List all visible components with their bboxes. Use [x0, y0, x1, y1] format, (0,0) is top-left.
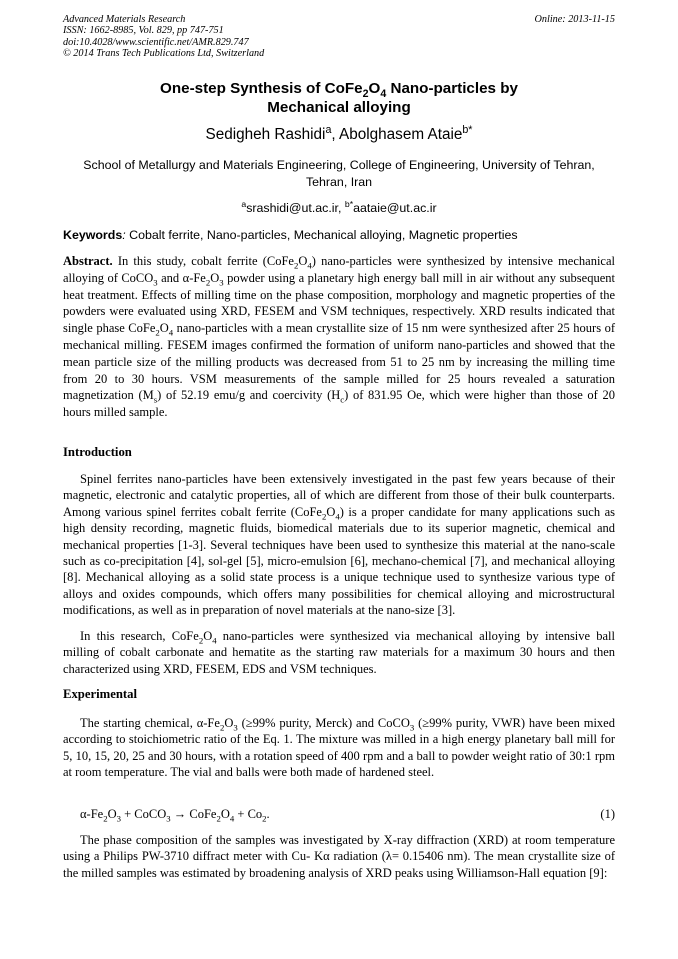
doi-line: doi:10.4028/www.scientific.net/AMR.829.747	[63, 36, 249, 48]
abstract-label: Abstract.	[63, 254, 113, 268]
introduction-heading: Introduction	[63, 445, 132, 459]
equation-number: (1)	[600, 807, 615, 821]
equation-1: $\alpha-Fe_2O_3$ + CoCO$_3$ → $CoFe_2O_4 + Co_2$. (1)	[80, 807, 615, 824]
journal-header	[63, 14, 615, 60]
online-date: Online: 2013-11-15	[534, 14, 615, 25]
experimental-paragraph-1: The starting chemical, $\alpha-Fe_2O_3$ (≥99% purity, Merck) and CoCO$_3$ (≥99% purity, VWR) have been mixed according to stoichiometric ratio of the Eq. 1. The mixture was milled in a high energy planetary ball mill for 5, 10, 15, 20, 25 and 30 hours, with a rotation speed of 400 rpm and a ball to powder weight ratio of 30:1 rpm at room temperature. The vial and balls were both made of hardened steel.	[63, 716, 615, 780]
introduction-paragraph-1: Spinel ferrites nano-particles have been extensively investigated in the past few years because of their magnetic, electronic and catalytic properties, all of which are different from those of their bulk counterparts. Among various spinel ferrites cobalt ferrite $(CoFe_2O_4)$ is a proper candidate for many applications such as high density recording, magnetic fluids, biomedical materials due to its superior magnetic, chemical and mechanical properties [1-3]. Several techniques have been used to synthesize this material at the nano-scale such as co-precipitation [4], sol-gel [5], micro-emulsion [6], mechano-chemical [7], and mechanical alloying [8]. Mechanical alloying as a solid state process is a unique technique used to synthesize various type of alloys and oxides compounds, which offers many possibilities for chemical alloying and microstructural modifications, as well as in preparation of novel materials at the nano-size [3].	[63, 472, 616, 618]
affiliation: School of Metallurgy and Materials Engineering, College of Engineering, University of Tehran, Tehran, Iran	[83, 158, 595, 189]
title-line-2: Mechanical alloying	[267, 98, 411, 116]
experimental-paragraph-2: The phase composition of the samples was investigated by X-ray diffraction (XRD) at room temperature using a Philips PW-3710 diffract meter with Cu- Kα radiation (λ= 0.15406 nm). The mean crystallite size of the milled samples was estimated by broadening analysis of XRD peaks using Williamson-Hall equation [9]:	[63, 833, 615, 880]
issn-line: ISSN: 1662-8985, Vol. 829, pp 747-751	[63, 25, 224, 37]
introduction-paragraph-2: In this research, $CoFe_2O_4$ nano-particles were synthesized via mechanical alloying by intensive ball milling of cobalt carbonate and hematite as the starting raw materials for a maximum 30 hours and then characterized using XRD, FESEM, EDS and VSM techniques.	[63, 629, 615, 676]
email-link-2[interactable]: aataie@ut.ac.ir	[353, 201, 437, 215]
author-1: Sedigheh Rashidi	[205, 126, 326, 143]
copyright-line: © 2014 Trans Tech Publications Ltd, Switzerland	[63, 48, 265, 60]
email-link-1[interactable]: srashidi@ut.ac.ir,	[246, 201, 345, 215]
keywords-label: Keywords	[63, 228, 123, 242]
title-line-1: One-step Synthesis of $CoFe_2O_4$ Nano-particles by	[160, 80, 518, 101]
author-emails: $^a$srashidi@ut.ac.ir, $^{b*}$aataie@ut.ac.ir	[241, 198, 437, 215]
author-2: Abolghasem Ataie	[339, 126, 463, 143]
keywords: Keywords: Cobalt ferrite, Nano-particles, Mechanical alloying, Magnetic properties	[63, 228, 518, 242]
author-list: Sedigheh Rashidi$^a$, Abolghasem Ataie$^{b*}$	[205, 123, 473, 143]
journal-name: Advanced Materials Research	[63, 14, 186, 25]
abstract: Abstract. In this study, cobalt ferrite $(CoFe_2O_4)$ nano-particles were synthesized by intensive mechanical alloying of CoCO$_3$ and $\alpha-Fe_2O_3$ powder using a planetary high energy ball mill in air without any subsequent heat treatment. Effects of milling time on the phase composition, morphology and magnetic properties of the powders were evaluated using XRD, FESEM and VSM techniques, respectively. XRD results indicated that single phase $CoFe_2O_4$ nano-particles with a mean crystallite size of 15 nm were synthesized after 25 hours of mechanical milling. FESEM images confirmed the formation of uniform nano-particles and showed that the mean particle size of the milling products was decreased from 51 to 25 nm by increasing the milling time from 20 to 30 hours. VSM measurements of the sample milled for 25 hours revealed a saturation magnetization $(M_s)$ of 52.19 emu/g and coercivity $(H_c)$ of 831.95 Oe, which were higher than those of 20 hours milled sample.	[63, 254, 615, 420]
experimental-heading: Experimental	[63, 687, 138, 701]
paper-title	[0, 80, 678, 117]
